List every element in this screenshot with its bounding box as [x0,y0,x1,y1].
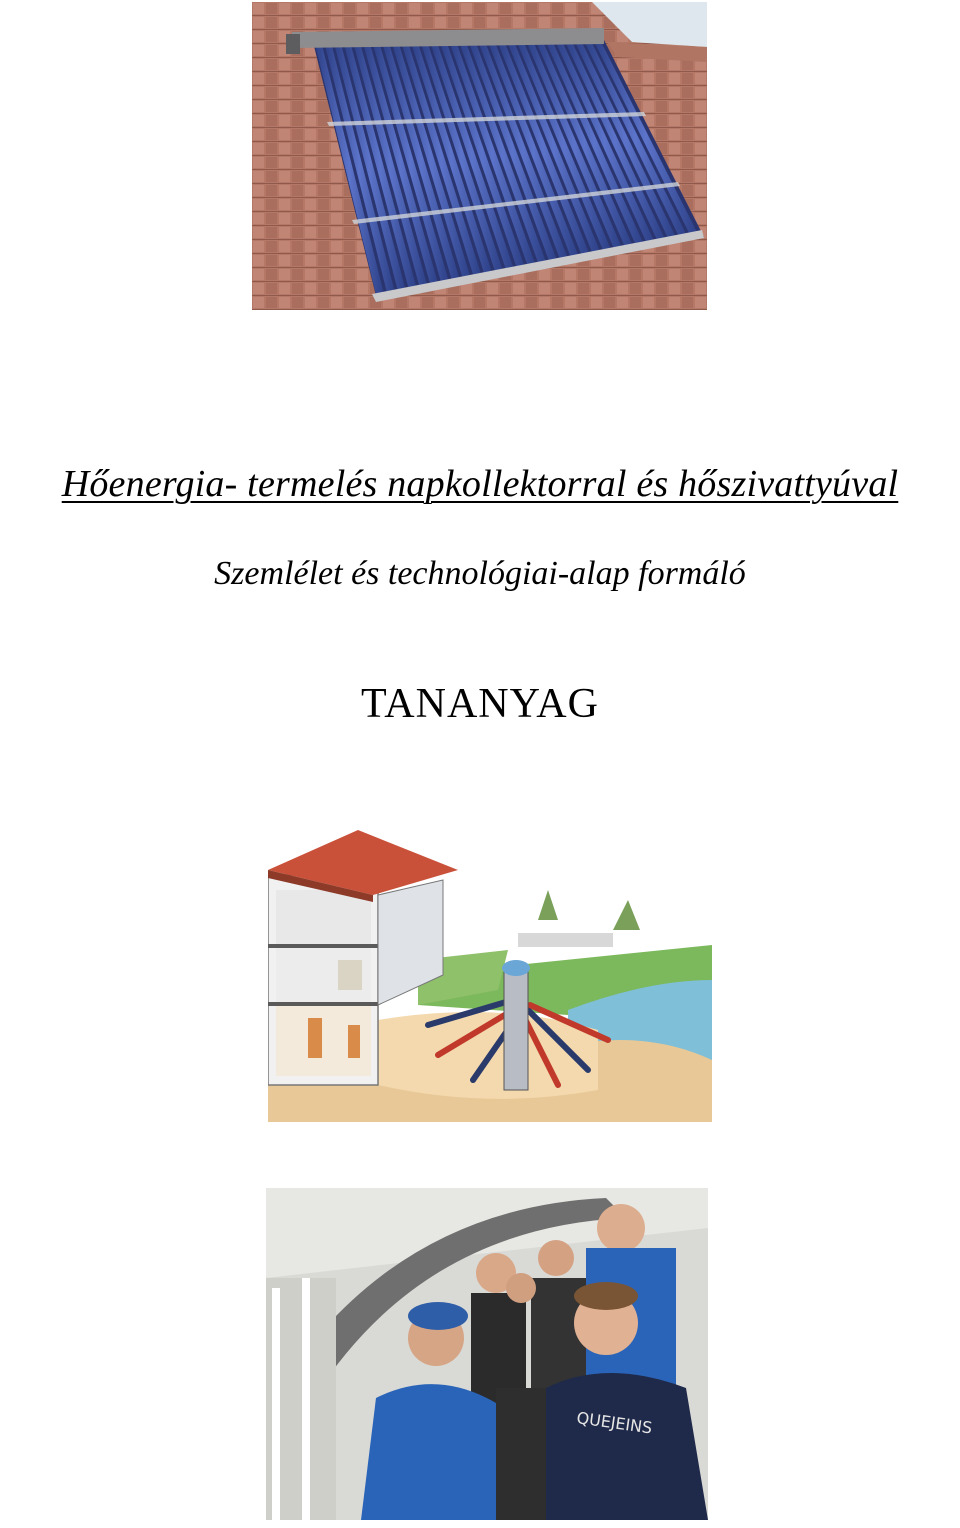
document-title: Hőenergia- termelés napkollektorral és hőszivattyúval [61,463,899,505]
document-subtitle: Szemlélet és technológiai-alap formáló [214,555,746,592]
geothermal-heatpump-icon [268,830,712,1122]
svg-text:QUEJEINS: QUEJEINS [575,1408,654,1438]
solar-collector-photo [252,2,707,310]
students-group-icon [266,1188,708,1520]
heatpump-illustration [268,830,712,1122]
document-type-label: TANANYAG [361,681,599,727]
students-photo [266,1188,708,1520]
solar-collector-icon [252,2,707,310]
